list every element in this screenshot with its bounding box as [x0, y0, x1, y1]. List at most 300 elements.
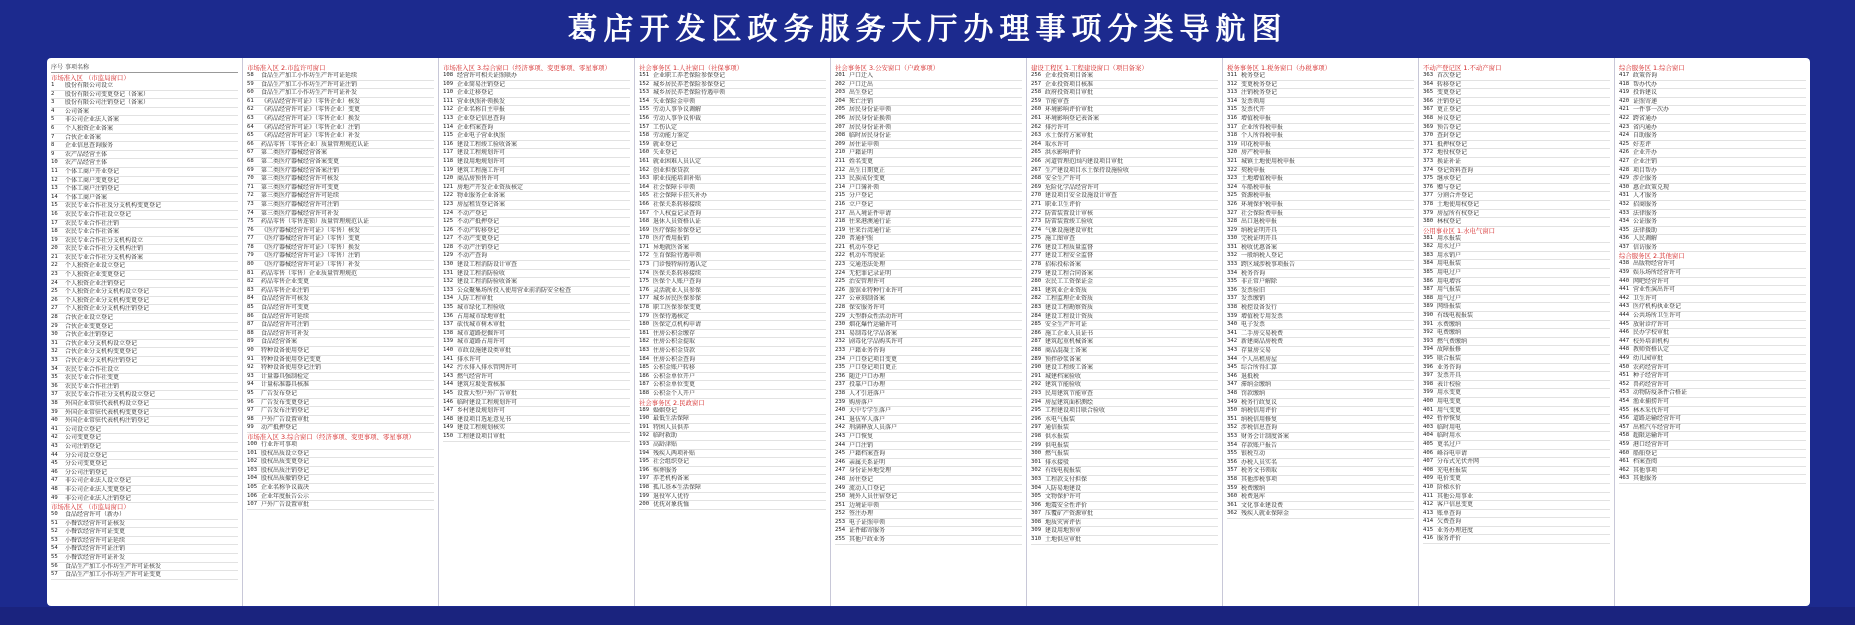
item-number: 242 — [835, 424, 846, 431]
item-number: 414 — [1423, 518, 1434, 525]
item-number: 372 — [1423, 149, 1434, 156]
item-name: 跨区域涉税事项报告 — [1241, 261, 1296, 269]
list-item — [1619, 458, 1806, 467]
item-name: 分割合并登记 — [1437, 192, 1474, 200]
list-item — [835, 295, 1022, 304]
item-number: 283 — [1031, 304, 1042, 311]
item-name: 欠费查询 — [1437, 518, 1462, 526]
item-number: 421 — [1619, 106, 1630, 113]
item-name: 农民专业合作社分支机构设立 — [65, 236, 144, 244]
item-number: 350 — [1227, 407, 1238, 414]
list-item — [51, 177, 238, 186]
item-name: 动产抵押登记 — [261, 424, 298, 432]
item-name: 投靠户口办理 — [849, 381, 886, 389]
list-item — [247, 175, 434, 184]
item-name: 卫生许可 — [1633, 294, 1658, 302]
item-number: 176 — [639, 286, 650, 293]
list-item — [1031, 201, 1218, 210]
list-item — [247, 407, 434, 416]
list-item — [835, 115, 1022, 124]
item-name: 房屋建筑面积测绘 — [1045, 398, 1094, 406]
item-number: 192 — [639, 432, 650, 439]
item-name: 合伙企业备案 — [65, 133, 102, 141]
item-number: 148 — [443, 415, 454, 422]
item-number: 17 — [51, 219, 58, 226]
item-name: 失业登记 — [653, 149, 678, 157]
item-number: 211 — [835, 157, 846, 164]
item-name: 不动产注销登记 — [457, 243, 500, 251]
list-item — [639, 72, 826, 81]
item-name: 农民专业合作社设立 — [65, 365, 120, 373]
item-name: 印花税申报 — [1241, 140, 1272, 148]
item-name: 药品零售（零售企业）质量管理规范认证 — [261, 140, 370, 148]
list-item — [443, 381, 630, 390]
item-number: 293 — [1031, 389, 1042, 396]
list-item — [1619, 210, 1806, 219]
list-item — [639, 115, 826, 124]
list-item — [1423, 372, 1610, 381]
item-name: 分户登记 — [849, 192, 874, 200]
item-number: 223 — [835, 261, 846, 268]
item-name: 小餐饮经营许可证注销 — [65, 545, 126, 553]
item-number: 230 — [835, 321, 846, 328]
list-item — [443, 81, 630, 90]
item-name: 普通护照 — [849, 235, 874, 243]
list-item — [1423, 329, 1610, 338]
list-item — [1227, 424, 1414, 433]
list-item — [1423, 192, 1610, 201]
list-item — [1423, 458, 1610, 467]
item-name: 个人独资企业分支机构设立登记 — [65, 288, 150, 296]
list-item — [639, 252, 826, 261]
item-name: 城建档案验收 — [1045, 372, 1082, 380]
list-item — [1619, 192, 1806, 201]
item-name: 居民身份证申领 — [849, 106, 892, 114]
list-item — [443, 433, 630, 442]
list-item — [51, 383, 238, 392]
item-name: 《医疗器械经营许可证》（零售）变更 — [261, 235, 361, 243]
item-number: 19 — [51, 236, 58, 243]
item-name: 高龄津贴 — [653, 440, 678, 448]
item-number: 424 — [1619, 132, 1630, 139]
item-number: 448 — [1619, 346, 1630, 353]
list-item — [639, 201, 826, 210]
item-name: 户籍档案查询 — [849, 450, 886, 458]
item-number: 369 — [1423, 123, 1434, 130]
item-name: 发票验旧 — [1241, 286, 1266, 294]
list-item — [247, 441, 434, 450]
list-item — [1031, 502, 1218, 511]
item-name: 商品房预售许可 — [457, 175, 500, 183]
list-item — [247, 450, 434, 459]
item-number: 85 — [247, 304, 254, 311]
item-name: 创业担保贷款 — [653, 166, 690, 174]
item-number: 20 — [51, 245, 58, 252]
item-name: 住房公积金提取 — [653, 338, 696, 346]
item-number: 388 — [1423, 294, 1434, 301]
item-number: 14 — [51, 193, 58, 200]
list-item — [639, 330, 826, 339]
item-name: 滞纳金缴纳 — [1241, 381, 1272, 389]
list-item — [639, 98, 826, 107]
item-name: 公司备案 — [65, 107, 90, 115]
list-item — [51, 563, 238, 572]
item-number: 234 — [835, 355, 846, 362]
item-number: 163 — [639, 175, 650, 182]
item-name: 户口迁出 — [849, 80, 874, 88]
item-name: 合伙企业注销登记 — [65, 331, 114, 339]
item-name: 个人独资企业注销登记 — [65, 279, 126, 287]
header-seq: 序号 — [51, 64, 64, 71]
category-heading: 综合服务区 1.综合窗口 — [1619, 64, 1685, 72]
item-name: 税务行政复议 — [1241, 398, 1278, 406]
list-item — [639, 295, 826, 304]
list-item — [835, 304, 1022, 313]
list-item — [1423, 98, 1610, 107]
item-name: 出入境证件申请 — [849, 209, 892, 217]
item-name: 小餐饮经营许可证延续 — [65, 536, 126, 544]
item-number: 288 — [1031, 347, 1042, 353]
item-number: 310 — [1031, 536, 1042, 543]
item-number: 245 — [835, 450, 846, 457]
item-name: 电子发票 — [1241, 321, 1266, 329]
list-item — [51, 400, 238, 409]
item-name: 校外培训机构 — [1633, 337, 1670, 345]
item-name: 非正常户解除 — [1241, 278, 1278, 286]
item-number: 102 — [247, 458, 258, 465]
item-name: 企业简易注销登记 — [457, 80, 506, 88]
item-number: 344 — [1227, 355, 1238, 362]
item-number: 57 — [51, 571, 58, 578]
item-name: 出版物经营许可 — [1633, 260, 1676, 268]
list-item — [1227, 270, 1414, 279]
item-name: 农民专业合作社注销 — [65, 219, 120, 227]
item-number: 254 — [835, 527, 846, 534]
item-name: 环境影响登记表备案 — [1045, 114, 1100, 122]
item-name: 其他事项 — [1633, 466, 1658, 474]
list-item — [835, 399, 1022, 408]
list-item — [1227, 381, 1414, 390]
list-item — [443, 227, 630, 236]
item-number: 119 — [443, 166, 454, 173]
item-name: 残疾人就业保障金 — [1241, 510, 1290, 518]
item-name: 购房落户 — [849, 398, 874, 406]
item-number: 442 — [1619, 294, 1630, 301]
item-number: 47 — [51, 477, 58, 484]
list-item — [51, 202, 238, 211]
item-number: 336 — [1227, 286, 1238, 293]
item-number: 79 — [247, 252, 254, 259]
list-item — [835, 476, 1022, 485]
list-item — [1423, 475, 1610, 484]
item-number: 304 — [1031, 484, 1042, 491]
list-item — [835, 330, 1022, 339]
item-number: 110 — [443, 89, 454, 96]
category-heading: 市场准入区 3.综合窗口（经济事项、变更事项、零星事项） — [443, 64, 611, 72]
item-name: 职业技能培训补贴 — [653, 175, 702, 183]
list-item — [51, 288, 238, 297]
list-item — [835, 485, 1022, 494]
list-item — [51, 271, 238, 280]
item-name: 户籍业务咨询 — [849, 347, 886, 354]
item-name: 排水许可 — [457, 355, 482, 363]
list-item — [835, 106, 1022, 115]
list-item — [1031, 476, 1218, 485]
list-item — [639, 218, 826, 227]
list-item — [835, 390, 1022, 399]
item-number: 50 — [51, 511, 58, 518]
item-number: 53 — [51, 536, 58, 543]
list-item — [639, 304, 826, 313]
item-name: 医保关系转移接续 — [653, 269, 702, 277]
list-item — [1619, 355, 1806, 364]
item-number: 371 — [1423, 140, 1434, 147]
item-number: 71 — [247, 183, 254, 190]
list-item — [247, 287, 434, 296]
item-name: 个体工商户开业登记 — [65, 167, 120, 175]
item-number: 205 — [835, 106, 846, 113]
list-item — [51, 194, 238, 203]
list-item — [1227, 295, 1414, 304]
list-item — [51, 245, 238, 254]
item-number: 275 — [1031, 235, 1042, 242]
item-number: 206 — [835, 114, 846, 121]
item-number: 447 — [1619, 337, 1630, 344]
item-name: 不动产登记 — [457, 209, 488, 217]
item-name: 发票开具 — [1437, 372, 1462, 380]
item-name: 税务文书领取 — [1241, 467, 1278, 475]
item-name: 农民专业合作社注销 — [65, 382, 120, 390]
item-name: 信访服务 — [1633, 243, 1658, 251]
item-name: 灵活就业人员参保 — [653, 286, 702, 294]
list-item — [443, 158, 630, 167]
item-number: 25 — [51, 288, 58, 295]
item-name: 占用城市绿地审批 — [457, 312, 506, 320]
list-item — [443, 424, 630, 433]
item-number: 434 — [1619, 218, 1630, 225]
list-item — [247, 493, 434, 502]
list-item — [1227, 252, 1414, 261]
item-name: 医疗机构执业登记 — [1633, 303, 1682, 311]
list-item — [443, 364, 630, 373]
item-name: 职业卫生评价 — [1045, 200, 1082, 208]
item-name: 发票领用 — [1241, 97, 1266, 105]
list-item — [1619, 124, 1806, 133]
list-item — [51, 99, 238, 108]
list-item — [51, 374, 238, 383]
item-name: 燃气经营许可 — [457, 372, 494, 380]
item-number: 445 — [1619, 320, 1630, 327]
category-heading: 不动产登记区 1.不动产窗口 — [1423, 64, 1502, 72]
list-item — [1227, 287, 1414, 296]
list-item — [1031, 381, 1218, 390]
list-item — [1227, 330, 1414, 339]
item-number: 188 — [639, 389, 650, 396]
item-number: 331 — [1227, 243, 1238, 250]
list-item — [1227, 399, 1414, 408]
item-number: 229 — [835, 312, 846, 319]
item-number: 320 — [1227, 149, 1238, 156]
item-number: 345 — [1227, 364, 1238, 371]
item-number: 266 — [1031, 157, 1042, 164]
item-name: 建设用地预审 — [1045, 527, 1082, 535]
item-number: 323 — [1227, 175, 1238, 182]
item-name: 企业信息查询服务 — [65, 142, 114, 150]
item-number: 72 — [247, 192, 254, 199]
list-item — [1619, 167, 1806, 176]
item-name: 文物保护许可 — [1045, 493, 1082, 501]
list-item — [1423, 269, 1610, 278]
list-item — [1423, 398, 1610, 407]
item-name: 药品零售企业注销 — [261, 286, 310, 294]
list-item — [51, 417, 238, 426]
item-number: 247 — [835, 467, 846, 474]
list-item — [443, 72, 630, 81]
item-name: 烟花爆竹运输许可 — [849, 321, 898, 329]
category-heading: 税务事务区 1.税务窗口（办税事项） — [1227, 64, 1331, 72]
list-item — [1031, 184, 1218, 193]
item-number: 172 — [639, 252, 650, 259]
item-name: 退伍军人落户 — [849, 415, 886, 423]
item-number: 83 — [247, 286, 254, 293]
list-item — [639, 407, 826, 416]
item-name: 危险化学品经营许可 — [1045, 183, 1100, 191]
item-name: 财务会计制度备案 — [1241, 432, 1290, 440]
item-name: 户口登记项目更正 — [849, 364, 898, 372]
list-item — [639, 458, 826, 467]
item-number: 418 — [1619, 80, 1630, 87]
list-item — [1423, 355, 1610, 364]
item-number: 100 — [247, 440, 258, 447]
list-item — [247, 72, 434, 81]
list-item — [835, 252, 1022, 261]
list-item — [1227, 218, 1414, 227]
item-number: 342 — [1227, 338, 1238, 345]
item-number: 408 — [1423, 466, 1434, 473]
item-number: 398 — [1423, 380, 1434, 387]
list-item — [1619, 364, 1806, 373]
list-item — [835, 519, 1022, 528]
list-item — [443, 407, 630, 416]
item-number: 115 — [443, 132, 454, 139]
item-number: 308 — [1031, 518, 1042, 525]
list-item — [1423, 527, 1610, 536]
item-number: 326 — [1227, 200, 1238, 207]
item-name: 车船税申报 — [1241, 183, 1272, 191]
list-item — [443, 167, 630, 176]
list-item — [1031, 278, 1218, 287]
item-name: 第三类医疗器械经营许可核发 — [261, 175, 340, 183]
item-number: 226 — [835, 286, 846, 293]
item-number: 317 — [1227, 123, 1238, 130]
item-name: 医疗费用报销 — [653, 235, 690, 243]
item-number: 265 — [1031, 149, 1042, 156]
item-number: 91 — [247, 355, 254, 362]
item-name: 外国企业常驻代表机构设立登记 — [65, 399, 150, 407]
item-number: 404 — [1423, 432, 1434, 439]
item-number: 138 — [443, 329, 454, 336]
item-number: 273 — [1031, 218, 1042, 225]
item-number: 27 — [51, 305, 58, 312]
item-number: 173 — [639, 261, 650, 268]
item-name: 最低生活保障 — [653, 415, 690, 423]
item-number: 268 — [1031, 175, 1042, 182]
list-item — [835, 527, 1022, 536]
item-name: 《医疗器械经营许可证》（零售）注销 — [261, 252, 361, 260]
item-name: 临时建设工程规划许可 — [457, 398, 518, 406]
list-item — [1031, 390, 1218, 399]
item-number: 271 — [1031, 200, 1042, 207]
item-name: 种子经营许可 — [1633, 372, 1670, 380]
item-name: 《医疗器械经营许可证》（零售）核发 — [261, 226, 361, 234]
item-name: 环境保护税申报 — [1241, 200, 1284, 208]
item-name: 建筑垃圾处置核准 — [457, 381, 506, 389]
category-column-3 — [439, 58, 635, 606]
item-number: 378 — [1423, 200, 1434, 207]
list-item — [247, 330, 434, 339]
item-number: 52 — [51, 528, 58, 535]
item-number: 141 — [443, 355, 454, 362]
item-number: 105 — [247, 483, 258, 490]
item-name: 城乡居民医保参保 — [653, 295, 702, 303]
item-name: 工程款支付担保 — [1045, 475, 1088, 483]
item-name: 不动产变更登记 — [457, 235, 500, 243]
item-number: 80 — [247, 261, 254, 268]
list-item — [1031, 356, 1218, 365]
list-item — [1227, 459, 1414, 468]
item-number: 233 — [835, 347, 846, 353]
list-item — [1423, 364, 1610, 373]
list-item — [1227, 347, 1414, 356]
item-number: 459 — [1619, 440, 1630, 447]
list-item — [1423, 338, 1610, 347]
item-number: 51 — [51, 519, 58, 526]
item-name: 经营许可相关证照联办 — [457, 72, 518, 79]
item-number: 449 — [1619, 355, 1630, 361]
item-number: 392 — [1423, 329, 1434, 336]
list-item — [639, 244, 826, 253]
list-item — [247, 158, 434, 167]
item-name: 发票缴销 — [1241, 295, 1266, 303]
item-name: 保安服务许可 — [849, 304, 886, 312]
item-number: 68 — [247, 157, 254, 164]
item-number: 343 — [1227, 347, 1238, 353]
item-number: 58 — [247, 72, 254, 78]
list-item — [51, 228, 238, 237]
item-number: 186 — [639, 372, 650, 379]
item-name: 不动产抵押登记 — [457, 218, 500, 226]
item-number: 36 — [51, 382, 58, 389]
item-number: 180 — [639, 321, 650, 328]
item-number: 45 — [51, 460, 58, 467]
list-item — [443, 416, 630, 425]
item-number: 228 — [835, 304, 846, 311]
item-name: 税控设备发行 — [1241, 304, 1278, 312]
list-item — [639, 373, 826, 382]
list-item — [51, 409, 238, 418]
item-number: 279 — [1031, 269, 1042, 276]
list-item — [51, 323, 238, 332]
list-item — [1619, 381, 1806, 390]
item-name: 房产税申报 — [1241, 149, 1272, 157]
item-name: 第二类医疗器械经营备案注销 — [261, 166, 340, 174]
item-name: 《药品经营许可证》（零售企业）注销 — [261, 123, 361, 131]
item-number: 390 — [1423, 312, 1434, 319]
item-number: 132 — [443, 278, 454, 285]
item-name: 建设工程勘察资质 — [1045, 304, 1094, 312]
item-number: 6 — [51, 124, 55, 131]
list-item — [1423, 89, 1610, 98]
